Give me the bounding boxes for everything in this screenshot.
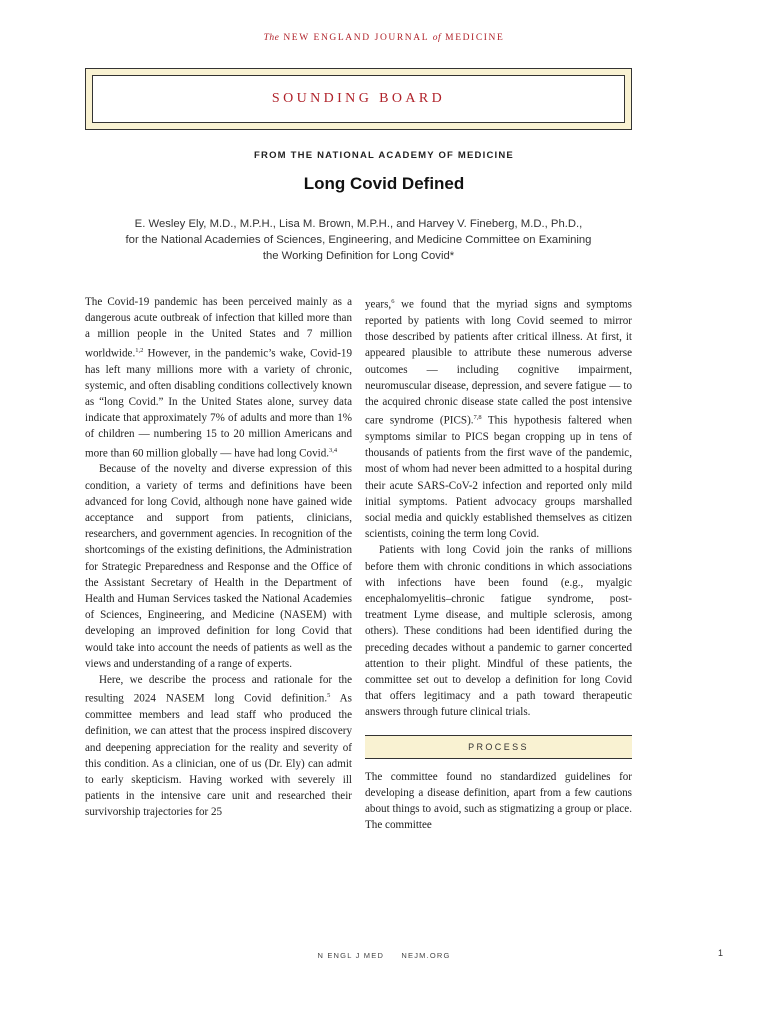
citation-ref: 1,2 [135, 346, 144, 354]
running-head-of: of [432, 33, 442, 43]
right-column [365, 294, 632, 833]
process-subheading-box [365, 735, 632, 759]
text-run: we found that the myriad signs and symptoms reported by patients with long Covid seemed to mirror those described by patients after critical illness. At first, it appeared plausible to attribute these numerous adverse outcomes — including cognitive impairment, neuromuscular disease, depression, and severe fatigue — to the acquired chronic disease state called the post intensive care syndrome (PICS). [365, 298, 632, 427]
footer-journal: N ENGL J MED [317, 951, 385, 960]
left-column [85, 294, 352, 821]
running-head [0, 33, 768, 43]
citation-ref: 3,4 [329, 446, 338, 454]
text-run: This hypothesis faltered when symptoms similar to PICS began cropping up in tens of thousands of patients from the first wave of the pandemic, most of whom had never been admitted to a hospital during their acute SARS-CoV-2 infection and reported only mild initial symptoms. Patient advocacy groups marshalled social media and quickly established themselves as citizen scientists, coining the term long Covid. [365, 414, 632, 541]
text-run: years, [365, 298, 392, 311]
author-line-2: for the National Academies of Sciences, Engineering, and Medicine Committee on Examining [125, 234, 592, 246]
text-run: As committee members and lead staff who produced the definition, we can attest that the process inspired discovery and deepening appreciation for the reality and severity of this condition. As a clinician, one of us (Dr. Ely) can admit to early skepticism. Having worked with severely ill patients in the intensive care unit and researched their survivorship trajectories for 25 [85, 692, 352, 819]
paragraph: Because of the novelty and diverse expression of this condition, a variety of terms and definitions have been advanced for long Covid, although none have gained wide acceptance and support from patients, clinicians, researchers, and government agencies. In recognition of the shortcomings of the existing definitions, the Administration for Strategic Preparedness and Response and the Office of the Assistant Secretary of Health in the Department of Health and Human Services tasked the National Academies of Sciences, Engineering, and Medicine (NASEM) with developing an improved definition for long Covid that would take into account the needs of patients as well as the views and understanding of a range of experts. [85, 463, 352, 670]
process-subheading: PROCESS [468, 741, 529, 752]
paragraph [85, 672, 352, 821]
section-label: SOUNDING BOARD [271, 91, 446, 106]
page-number: 1 [718, 948, 724, 958]
paragraph [85, 294, 352, 461]
running-head-journal-a: NEW ENGLAND JOURNAL [283, 33, 429, 43]
citation-ref: 6 [391, 298, 395, 305]
running-head-the: The [263, 33, 280, 43]
citation-ref: 7,8 [473, 414, 482, 422]
author-line-3: the Working Definition for Long Covid* [262, 250, 455, 262]
section-banner [85, 68, 632, 130]
text-run: However, in the pandemic’s wake, Covid-19 has left many millions more with a variety of chronic, systemic, and often disabling conditions collectively known as “long Covid.” In the United States alone, survey data indicate that approximately 7% of adults and more than 1% of children — numbering 15 to 20 million Americans and more than 60 million globally — have had long Covid. [85, 347, 352, 460]
author-line-1: E. Wesley Ely, M.D., M.P.H., Lisa M. Brown, M.P.H., and Harvey V. Fineberg, M.D., Ph.D., [134, 218, 583, 230]
running-head-journal-b: MEDICINE [445, 33, 505, 43]
paragraph: Patients with long Covid join the ranks of millions before them with chronic conditions in which associations with infections have been found (e.g., myalgic encephalomyelitis–chronic fatigue syndrome, post-treatment Lyme disease, and multiple sclerosis, among others). These conditions had been identified during the preceding decades without a pandemic to garner concerted attention to their plight. Mindful of these patients, the committee set out to develop a definition for long Covid that offers legitimacy and a path toward therapeutic answers through future clinical trials. [365, 544, 632, 719]
paragraph [365, 294, 632, 542]
article-kicker: FROM THE NATIONAL ACADEMY OF MEDICINE [254, 150, 514, 161]
citation-ref: 5 [327, 692, 331, 700]
paragraph: The committee found no standardized guidelines for developing a disease definition, apart from a few cautions about things to avoid, such as stigmatizing a group or place. The committee [365, 770, 632, 832]
author-block [85, 216, 632, 264]
text-run: The Covid-19 pandemic has been perceived mainly as a dangerous acute outbreak of infection that killed more than a million people in the United States and 7 million worldwide. [85, 296, 352, 360]
section-banner-inner [92, 75, 625, 123]
page-footer [0, 951, 768, 960]
footer-site: NEJM.ORG [401, 951, 451, 960]
text-run: Here, we describe the process and rationale for the resulting 2024 NASEM long Covid definition. [85, 674, 352, 705]
article-title: Long Covid Defined [303, 174, 465, 193]
